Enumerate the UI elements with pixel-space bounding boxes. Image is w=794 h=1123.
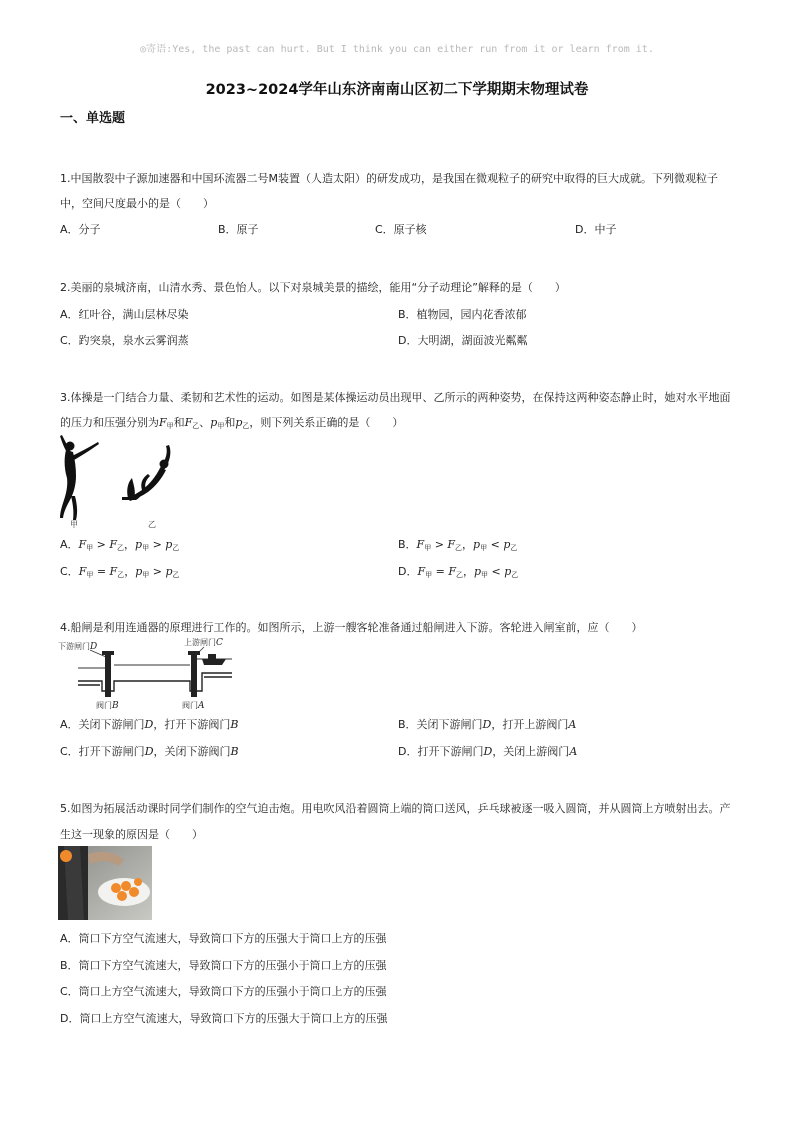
header-motto: ◎寄语:Yes, the past can hurt. But I think you can either run from it or learn from it. — [140, 44, 654, 55]
q1-stem-line2: 中，空间尺度最小的是（ ） — [60, 197, 214, 210]
q1-option-b[interactable]: B．原子 — [218, 223, 259, 236]
q4-label-down-gate: 下游闸门D — [58, 642, 98, 652]
q2-option-c[interactable]: C．趵突泉，泉水云雾润蒸 — [60, 334, 189, 347]
q2-option-d[interactable]: D．大明湖，湖面波光粼粼 — [398, 334, 528, 347]
q3-gymnast-figure — [56, 434, 176, 530]
q3-sym-f-a: $F_甲$ — [159, 416, 174, 430]
q4-ship-icon — [202, 654, 226, 665]
q4-label-up-gate: 上游闸门C — [184, 638, 223, 648]
page-title: 2023~2024学年山东济南南山区初二下学期期末物理试卷 — [205, 82, 589, 98]
q3-label-jia: 甲 — [70, 520, 78, 529]
q4-label-valve-b: 阀门B — [96, 701, 119, 711]
q5-option-c[interactable]: C．筒口上方空气流速大，导致筒口下方的压强小于筒口上方的压强 — [60, 985, 387, 998]
q4-option-d[interactable]: D．打开下游闸门D，关闭上游阀门A — [398, 745, 578, 758]
q3-stem-and2: 和 — [224, 416, 236, 429]
q1-stem-line1: 1.中国散裂中子源加速器和中国环流器二号M装置（人造太阳）的研发成功，是我国在微观粒子的研究中取得的巨大成就。下列微观粒子 — [60, 172, 718, 185]
q3-option-c[interactable]: C．$F_甲 = F_乙$，$p_甲 > p_乙$ — [60, 565, 180, 579]
q3-stem-sep: 、 — [199, 416, 211, 429]
q4-ship-lock-diagram — [56, 635, 236, 711]
gymnast-yi-silhouette-icon — [122, 445, 170, 501]
q3-stem-post: ，则下列关系正确的是（ ） — [249, 416, 404, 429]
q4-gate-d — [102, 651, 114, 697]
q1-option-a[interactable]: A．分子 — [60, 223, 101, 236]
q3-stem-line2 — [60, 414, 403, 431]
q3-sym-p-b: $p_乙$ — [235, 416, 250, 430]
q3-label-yi: 乙 — [148, 520, 156, 529]
q2-option-b[interactable]: B．植物园，园内花香浓郁 — [398, 308, 527, 321]
q4-option-a[interactable]: A．关闭下游闸门D，打开下游阀门B — [60, 718, 239, 731]
q4-stem: 4.船闸是利用连通器的原理进行工作的。如图所示，上游一艘客轮准备通过船闸进入下游。客轮进入闸室前，应（ ） — [60, 621, 643, 634]
gymnast-jia-silhouette-icon — [60, 435, 99, 520]
q4-label-valve-a: 阀门A — [182, 701, 205, 711]
section-heading: 一、单选题 — [60, 111, 126, 126]
q3-option-b[interactable]: B．$F_甲 > F_乙$，$p_甲 < p_乙$ — [398, 538, 518, 552]
q2-option-a[interactable]: A．红叶谷，满山层林尽染 — [60, 308, 189, 321]
q3-stem-text: 的压力和压强分别为 — [60, 416, 159, 429]
q5-air-mortar-photo — [58, 846, 152, 920]
q3-stem-line1: 3.体操是一门结合力量、柔韧和艺术性的运动。如图是某体操运动员出现甲、乙所示的两种姿势，在保持这两种姿态静止时，她对水平地面 — [60, 391, 731, 404]
q4-lock-chamber — [78, 673, 232, 691]
q1-option-c[interactable]: C．原子核 — [375, 223, 427, 236]
q3-sym-f-b: $F_乙$ — [184, 416, 200, 430]
q5-option-a[interactable]: A．筒口下方空气流速大，导致筒口下方的压强大于筒口上方的压强 — [60, 932, 387, 945]
q2-stem: 2.美丽的泉城济南，山清水秀、景色怡人。以下对泉城美景的描绘，能用“分子动理论”解释的是（ ） — [60, 281, 566, 294]
q3-option-a[interactable]: A．$F_甲 > F_乙$，$p_甲 > p_乙$ — [60, 538, 180, 552]
q1-option-d[interactable]: D．中子 — [575, 223, 617, 236]
q5-stem-line2: 生这一现象的原因是（ ） — [60, 828, 203, 841]
q5-stem-line1: 5.如图为拓展活动课时同学们制作的空气迫击炮。用电吹风沿着圆筒上端的筒口送风，乒乓球被逐一吸入圆筒，并从圆筒上方喷射出去。产 — [60, 802, 731, 815]
q5-option-b[interactable]: B．筒口下方空气流速大，导致筒口下方的压强小于筒口上方的压强 — [60, 959, 387, 972]
q3-sym-p-a: $p_甲$ — [210, 416, 225, 430]
q3-option-d[interactable]: D．$F_甲 = F_乙$，$p_甲 < p_乙$ — [398, 565, 519, 579]
q4-option-c[interactable]: C．打开下游闸门D，关闭下游阀门B — [60, 745, 239, 758]
q4-option-b[interactable]: B．关闭下游闸门D，打开上游阀门A — [398, 718, 577, 731]
q3-stem-and: 和 — [173, 416, 185, 429]
q5-option-d[interactable]: D．筒口上方空气流速大，导致筒口下方的压强大于筒口上方的压强 — [60, 1012, 388, 1025]
